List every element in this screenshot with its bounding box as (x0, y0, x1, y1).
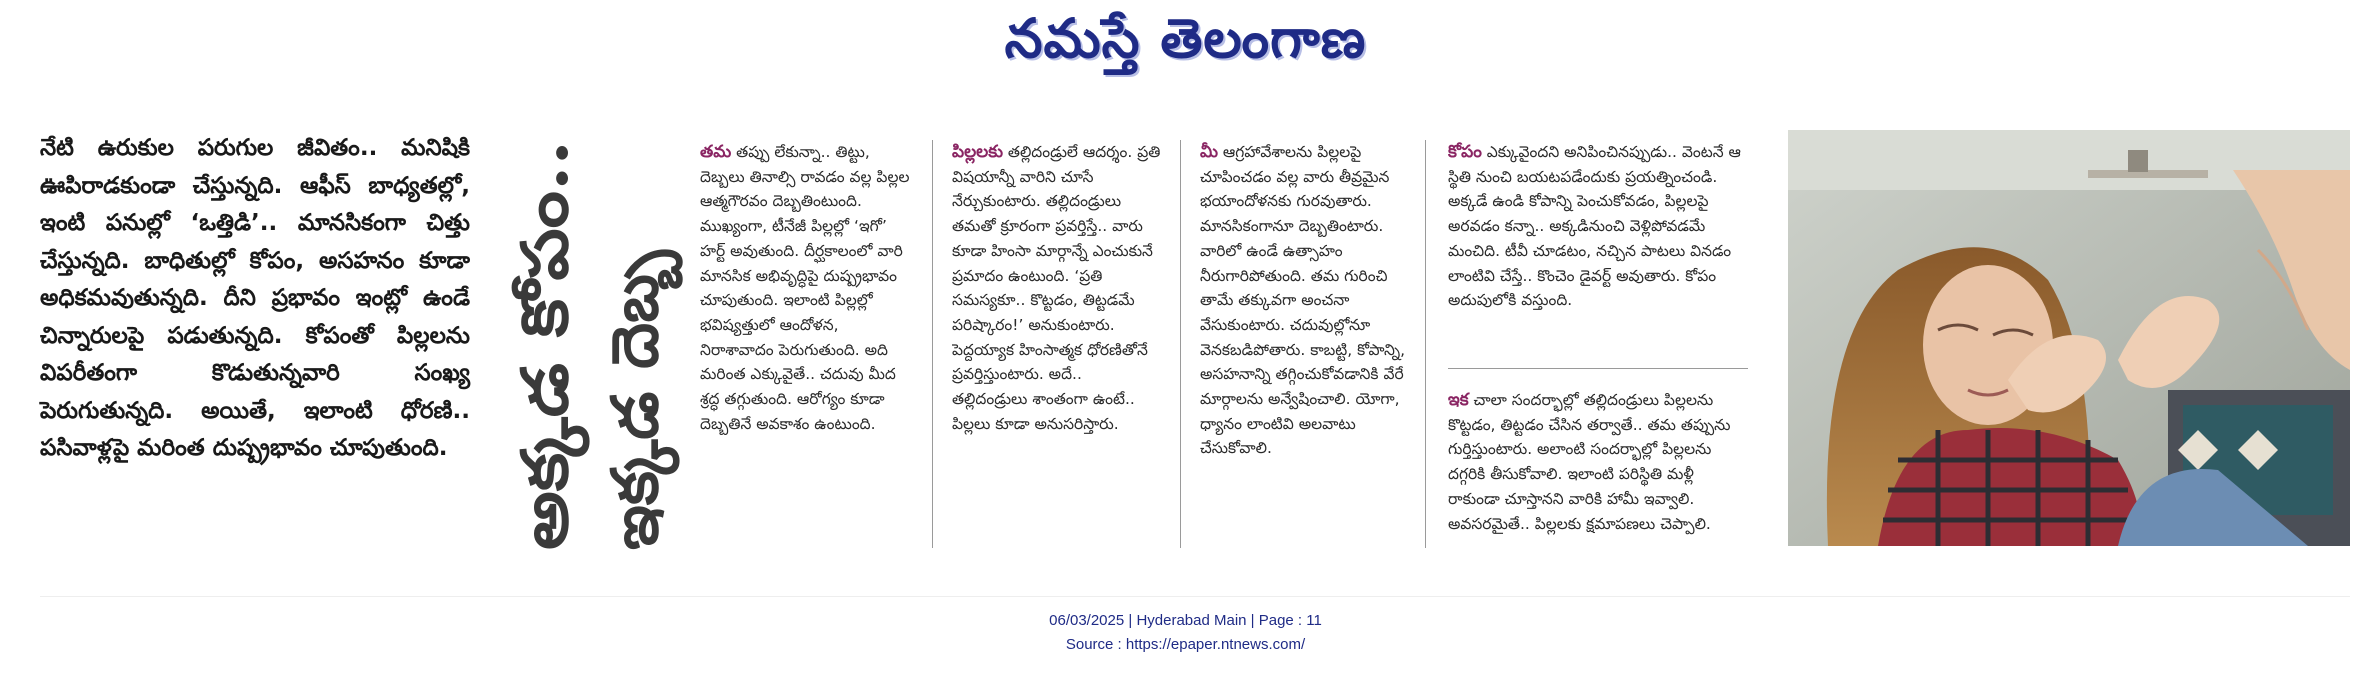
newspaper-title: నమస్తే తెలంగాణ (1004, 6, 1367, 70)
article-photo (1788, 130, 2350, 546)
column-lead-word: తమ (700, 142, 732, 162)
footer-dateline: 06/03/2025 | Hyderabad Main | Page : 11 (1049, 612, 1322, 629)
photo-illustration (1788, 130, 2350, 546)
headline-line-1: అక్కడ కోపం.. (508, 192, 583, 550)
article-column-5 (1448, 388, 1748, 558)
masthead (0, 0, 2371, 80)
column-lead-word: పిల్లలకు (952, 142, 1003, 162)
column-divider (932, 140, 933, 548)
column-text: చాలా సందర్భాల్లో తల్లిదండ్రులు పిల్లలను కొట్టడం, తిట్టడం చేసిన తర్వాతే.. తమ తప్పును గుర్తిస్తుంటారు. అలాంటి సందర్భాల్లో పిల్లలను దగ్గరికి తీసుకోవాలి. ఇలాంటి పరిస్థితి మళ్లీ రాకుండా చూస్తానని వారికి హామీ ఇవ్వాలి. అవసరమైతే.. పిల్లలకు క్షమాపణలు చెప్పాలి. (1448, 391, 1731, 533)
column-text: తప్పు లేకున్నా.. తిట్టు, దెబ్బలు తినాల్సి రావడం వల్ల పిల్లల ఆత్మగౌరవం దెబ్బతింటుంది. ముఖ్యంగా, టీనేజీ పిల్లల్లో ‘ఇగో’ హర్ట్ అవుతుంది. దీర్ఘకాలంలో వారి మానసిక అభివృద్ధిపై దుష్ప్రభావం చూపుతుంది. ఇలాంటి పిల్లల్లో భవిష్యత్తులో ఆందోళన, నిరాశావాదం పెరుగుతుంది. అది మరింత ఎక్కువైతే.. చదువు మీద శ్రద్ధ తగ్గుతుంది. ఆరోగ్యం కూడా దెబ్బతినే అవకాశం ఉంటుంది. (700, 143, 910, 433)
headline-line-2: ఇక్కడ దెబ్బ (598, 255, 673, 550)
article-column-2 (952, 140, 1162, 560)
headline-svg (492, 120, 692, 560)
article-column-4 (1448, 140, 1748, 350)
column-text: ఎక్కువైందని అనిపించినప్పుడు.. వెంటనే ఆ స్థితి నుంచి బయటపడేందుకు ప్రయత్నించండి. అక్కడే ఉండి కోపాన్ని పెంచుకోవడం, పిల్లలపై అరవడం కన్నా.. అక్కడినుంచి వెళ్లిపోవడమే మంచిది. టీవీ చూడటం, నచ్చిన పాటలు వినడం లాంటివి చేస్తే.. కొంచెం డైవర్ట్ అవుతారు. కోపం అదుపులోకి వస్తుంది. (1448, 143, 1741, 310)
footer-source-link[interactable]: Source : https://epaper.ntnews.com/ (1065, 636, 1306, 653)
column-lead-word: మీ (1200, 142, 1218, 162)
intro-paragraph: నేటి ఉరుకుల పరుగుల జీవితం.. మనిషికి ఊపిరాడకుండా చేస్తున్నది. ఆఫీస్ బాధ్యతల్లో, ఇంటి పనుల్లో ‘ఒత్తిడి’.. మానసికంగా చిత్తు చేస్తున్నది. బాధితుల్లో కోపం, అసహనం కూడా అధికమవుతున్నది. దీని ప్రభావం ఇంట్లో ఉండే చిన్నారులపై పడుతున్నది. కోపంతో పిల్లలను విపరీతంగా కొడుతున్నవారి సంఖ్య పెరుగుతున్నది. అయితే, ఇలాంటి ధోరణి.. పసివాళ్లపై మరింత దుష్ప్రభావం చూపుతుంది. (40, 135, 470, 461)
article-column-1 (700, 140, 910, 560)
column-divider (1425, 140, 1426, 548)
column-lead-word: కోపం (1448, 142, 1482, 162)
column-text: తల్లిదండ్రులే ఆదర్శం. ప్రతి విషయాన్నీ వారిని చూసే నేర్చుకుంటారు. తల్లిదండ్రులు తమతో క్రూరంగా ప్రవర్తిస్తే.. వారు కూడా హింసా మార్గాన్నే ఎంచుకునే ప్రమాదం ఉంటుంది. ‘ప్రతి సమస్యకూ.. కొట్టడం, తిట్టడమే పరిష్కారం!’ అనుకుంటారు. పెద్దయ్యాక హింసాత్మక ధోరణితోనే ప్రవర్తిస్తుంటారు. అదే.. తల్లిదండ్రులు శాంతంగా ఉంటే.. పిల్లలు కూడా అనుసరిస్తారు. (952, 143, 1161, 433)
column-divider (1180, 140, 1181, 548)
article-column-3 (1200, 140, 1410, 560)
headline (492, 120, 692, 560)
column-text: ఆగ్రహావేశాలను పిల్లలపై చూపించడం వల్ల వారు తీవ్రమైన భయాందోళనకు గురవుతారు. మానసికంగానూ దెబ్బతింటారు. వారిలో ఉండే ఉత్సాహం నీరుగారిపోతుంది. తమ గురించి తామే తక్కువగా అంచనా వేసుకుంటారు. చదువుల్లోనూ వెనకబడిపోతారు. కాబట్టి, కోపాన్ని, అసహనాన్ని తగ్గించుకోవడానికి వేరే మార్గాలను అన్వేషించాలి. యోగా, ధ్యానం లాంటివి అలవాటు చేసుకోవాలి. (1200, 143, 1406, 458)
column-lead-word: ఇక (1448, 390, 1469, 410)
section-divider (1448, 368, 1748, 369)
footer-divider (40, 596, 2350, 597)
